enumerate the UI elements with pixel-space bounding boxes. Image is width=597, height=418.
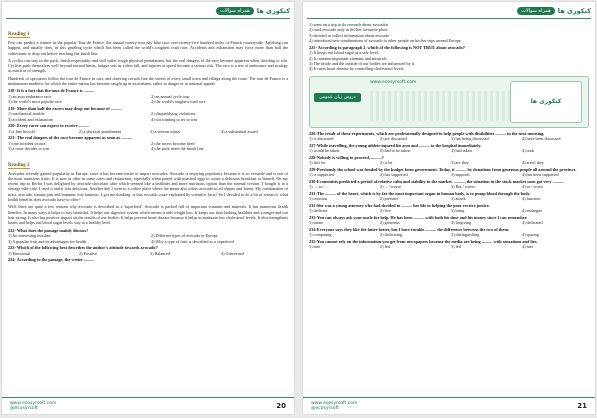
option[interactable]: 1) An interesting incident <box>8 233 51 239</box>
left-content <box>2 19 294 263</box>
option[interactable]: 3) Balanced <box>150 250 171 256</box>
reading-1-paragraph-2: A cyclist can stay in the pack, finish respectably, and still suffer rough physical punishment, but the real dangers of the race become apparent when deciding to win. Cyclists push themselves well beyond normal limits, fatigue sets in, riders fall, and injuries at speed become a serious risk. The race is a test of endurance and strategy as much as of strength. <box>8 57 288 74</box>
options-227 <box>309 148 589 153</box>
right-content <box>303 19 595 250</box>
option[interactable]: 1) one accident occurs <box>8 140 46 146</box>
question-224: 224- According to the passage, the writer .......... <box>8 256 95 262</box>
reading-1-paragraph-3: Hundreds of spectators follow the tour de France in cars, and cheering crowds line the streets of every small town and village along the route. The tour de France is a midsummer madness for which the entire nation has become caught up in excitement, either in danger or in national appeal. <box>8 75 288 87</box>
question-226: 226-The result of these experiments, which are professionally designed to help people with disabilities .......... in the next morning. <box>309 130 545 136</box>
banner-label: دروس زبان عمومی <box>314 93 361 102</box>
option[interactable]: 4) sparing <box>522 232 539 238</box>
option[interactable]: 4) not wanting to try to win <box>151 116 198 122</box>
options-231 <box>309 196 589 201</box>
option[interactable]: 1) dedicate <box>309 208 328 214</box>
options-218 <box>8 94 288 105</box>
option[interactable]: 1) ..., so / ... <box>309 184 329 190</box>
options-233 <box>309 220 589 225</box>
question-231: 231-The .......... of the heart, which is by far the most important organ in human body, is to pump blood through the body. <box>309 190 531 196</box>
option[interactable]: 4) met <box>522 244 533 250</box>
footer-links <box>311 401 357 412</box>
option[interactable]: 1) mechanical trouble <box>8 111 45 117</box>
right-page <box>303 2 595 414</box>
option[interactable]: 2) ... / worse <box>380 184 401 190</box>
option[interactable]: 4) endanger <box>522 208 542 214</box>
option[interactable]: 1) met <box>309 244 320 250</box>
option[interactable]: 2) Positive <box>79 250 98 256</box>
question-221: 221- The real dangers of the race become apparent as soon as .......... <box>8 135 132 141</box>
page-header <box>307 4 591 19</box>
option[interactable]: 4) took <box>522 148 534 154</box>
option[interactable]: 3) has being discussed <box>451 136 489 142</box>
option[interactable]: 2) tried avocado only in his/her favourite place <box>309 27 388 33</box>
header-pill: همراه سوالات <box>517 7 555 15</box>
option[interactable]: 3) bring <box>451 208 465 214</box>
banner-decoration <box>370 91 520 121</box>
footer-links <box>10 401 56 412</box>
reading-1-title: Reading 1 <box>8 32 30 37</box>
question-233: 233-You can always ask your uncle for help. He has been .......... with both his time and his money since I can remember. <box>309 214 528 220</box>
option[interactable]: 2) had to be taken <box>380 148 410 154</box>
option[interactable]: 1) a fine bicycle <box>8 128 36 134</box>
question-229: 229-Previously the school was funded by the budget form government. Today, it .......... by donations from generous people all around the province. <box>309 166 577 172</box>
option[interactable]: 1) mean <box>309 220 323 226</box>
option[interactable]: 3) decided to collect information about avocado <box>309 32 390 38</box>
option[interactable]: 1) comparing <box>309 232 332 238</box>
option[interactable]: 1) Emotional <box>8 250 30 256</box>
option[interactable]: 2) is he <box>380 160 393 166</box>
option[interactable]: 4) have been discussed <box>522 136 561 142</box>
option[interactable]: 1) is supported <box>309 172 334 178</box>
reading-2-title: Reading 2 <box>8 162 30 168</box>
option[interactable]: 4) has been supported <box>522 172 559 178</box>
options-223 <box>8 251 288 256</box>
option[interactable]: 3) forgiving <box>451 220 472 226</box>
option[interactable]: 2) It contains important vitamins and minerals. <box>309 55 388 61</box>
option[interactable]: 3) supports <box>451 172 470 178</box>
options-226 <box>309 136 589 141</box>
option[interactable]: 4) the world's toughest road race <box>151 99 206 105</box>
options-222 <box>8 233 288 244</box>
option[interactable]: 4) function <box>522 196 541 202</box>
question-234: 234-Everyone says they like the latter better, but I have trouble .......... the difference between the two of them. <box>309 226 510 232</box>
option[interactable]: 4) the pack nears the finish line <box>151 146 204 152</box>
option[interactable]: 4) a substantial award <box>221 128 258 134</box>
option[interactable]: 3) had taken <box>451 148 472 154</box>
option[interactable]: 2) has supported <box>380 172 408 178</box>
option[interactable]: 2) dedicating <box>380 232 402 238</box>
option[interactable]: 4) Why a type of fruit is described as a superfood <box>151 238 234 244</box>
option[interactable]: 2) Different types of avocado in Europe <box>151 233 218 239</box>
page-footer <box>303 397 595 414</box>
page-number: 20 <box>276 402 286 410</box>
option[interactable]: 3) The inside and the outside of our bodies are influenced by it. <box>309 61 416 67</box>
option[interactable]: 3) accident and exhaustion <box>8 116 53 122</box>
options-219 <box>8 111 288 122</box>
options-230 <box>309 184 589 189</box>
question-227: 227-While travelling, the young athlete injured his arm and .......... to the hospital immediately. <box>309 142 482 148</box>
option[interactable]: 2) live <box>380 208 391 214</box>
question-218: 218- It is a fact that the tour de France is .......... <box>8 88 95 94</box>
options-220 <box>8 129 288 134</box>
page-footer <box>2 397 294 414</box>
banner-logo <box>510 81 582 123</box>
header-pill: همراه سوالات <box>216 7 254 15</box>
options-229 <box>309 172 589 177</box>
question-220: 220- Every racer can expect to receive .......... <box>8 123 90 129</box>
option[interactable]: 1) reaction <box>309 196 328 202</box>
option[interactable]: 4) aren't they <box>522 160 544 166</box>
option[interactable]: 4) dedicated <box>522 220 543 226</box>
footer-site-link[interactable]: www.ecosyrsoft.com <box>311 400 358 406</box>
banner-site: www.ecosyrsoft.com <box>370 79 417 85</box>
section-banner <box>309 76 589 128</box>
options-235 <box>309 244 589 249</box>
reading-1-paragraph: Few can predict a winner in the popular Tour de France, the annual twenty-four day bike race over twenty-five hundred miles of French countryside. Anything can happen, and usually does, in this grueling cycle which has been called the world's toughest road race. Accidents and exhaustion may force more than half the contestants to drop out before reaching the finish line. <box>8 40 288 56</box>
reading-2-paragraph: Avocados recently gained popularity in Europe, since it has become easier to import avocados. Avocado is enjoying popularity because it is so versatile and is one of the most nutritious fruits. It is now in offer in some cafes and restaurants, especially when paired with poached eggs to create a delicious breakfast or brunch. On my recent trip to Berlin I was delighted by avocado-chocolate cake which seemed like a healthier and more nutritious option than the normal version. I bought it in a vintage bike café. I tried it and it was delicious. Another day I went to a coffee place where the menu also offers avocado in all shapes and forms. My combination of toast, avocado, tomato jam and hummus was fantastic. I got me thinking: is this avocado craze explained by scientific facts? So I decided to do a bit of research: what health benefits does avocado have to offer? <box>8 170 288 203</box>
option[interactable]: 4) Concerned <box>221 250 244 256</box>
page-header <box>6 4 290 19</box>
header-brand: کنکوری ها <box>256 7 290 15</box>
footer-handle[interactable]: @ecosyrsoft <box>10 406 38 411</box>
option[interactable]: 4) introduced new combinations of avocado to other people on his/her trips around Europe <box>309 38 461 44</box>
option[interactable]: 3) But / worse <box>451 184 475 190</box>
question-232: 232-She was a young attorney who had decided to .......... her life to helping the poor receive justice. <box>309 202 490 208</box>
option[interactable]: 2) a physical punishment <box>79 128 121 134</box>
header-brand: کنکوری ها <box>557 7 591 15</box>
footer-site-link[interactable]: www.ecosyrsoft.com <box>10 400 57 406</box>
option[interactable]: 2) are discussed <box>380 136 407 142</box>
options-221 <box>8 141 288 152</box>
option[interactable]: 1) isn't he <box>309 160 326 166</box>
option[interactable]: 3) distinguishing <box>451 232 480 238</box>
option[interactable]: 3) fed <box>451 244 461 250</box>
question-235: 235-You cannot rely on the information you get from newspapers because the media are being .......... with sensations and lies. <box>309 238 538 244</box>
question-225: 225- According to paragraph 2, which of the following is NOT TRUE about avocado? <box>309 44 465 50</box>
question-222: 222- What does the passage mainly discuss? <box>8 227 89 233</box>
option[interactable]: 3) a racer decides to win <box>8 146 50 152</box>
option[interactable]: 3) attack <box>451 196 466 202</box>
option[interactable]: 1) It keeps our blood sugar at a safe level. <box>309 50 379 56</box>
left-page <box>2 2 294 414</box>
question-230: 230-Economists predicted a period of relative calm and stability in the market. .........., the situation in the stock market soon got very ........... <box>309 178 565 184</box>
option[interactable]: 2) disqualifying violations <box>151 111 196 117</box>
option[interactable]: 2) pressure <box>380 196 399 202</box>
option[interactable]: 1) would be taken <box>309 148 340 154</box>
option[interactable]: 2) generous <box>380 220 400 226</box>
question-219: 219- More than half the racers may drop out because of .......... <box>8 105 122 111</box>
option[interactable]: 2) the racers become tired <box>151 140 195 146</box>
option[interactable]: 1) went on a trip to do research about avocados <box>309 22 389 27</box>
banner-logo-text: کنکوری ها <box>530 98 562 106</box>
option[interactable]: 3) are they <box>451 160 469 166</box>
option[interactable]: 3) the world's most popular race <box>8 99 62 105</box>
options-234 <box>309 232 589 237</box>
option[interactable]: 3) A popular fruit and its advantages for health <box>8 238 87 244</box>
footer-handle[interactable]: @ecosyrsoft <box>311 406 339 411</box>
option[interactable]: 3) a serious injury <box>150 128 181 134</box>
options-232 <box>309 208 589 213</box>
reading-2-paragraph-2: Well, there are quite a few reasons why avocado is described as a 'superfood'. Avocado is packed full of important vitamins and minerals. It has numerous health benefits. In many ways it helps to stay beautiful. It helps our digestive system which means it aids weight loss. It keeps our skin looking healthier and younger and our hair strong. It also has positive impact on the results of our bodies. It helps prevent heart disease because it helps us maintain low cholesterol levels. It also strengthens bones and helps our blood sugar levels stay at a healthy level. <box>8 204 288 226</box>
option[interactable]: 4) It cures heart disease by controlling cholesterol levels. <box>309 66 405 72</box>
page-number: 21 <box>577 402 587 410</box>
option[interactable]: 4) so / worst <box>522 184 543 190</box>
option[interactable]: 2) fed <box>380 244 390 250</box>
question-228: 228-Nobody is willing to proceed, ..........? <box>309 154 384 160</box>
question-223: 223- Which of the following best describes the author's attitude towards avocado? <box>8 244 158 250</box>
option[interactable]: 2) an annual cycle tour <box>151 93 190 99</box>
option[interactable]: 1) is discussed <box>309 136 334 142</box>
option[interactable]: 1) an auto endurance race <box>8 93 52 99</box>
options-228 <box>309 160 589 165</box>
